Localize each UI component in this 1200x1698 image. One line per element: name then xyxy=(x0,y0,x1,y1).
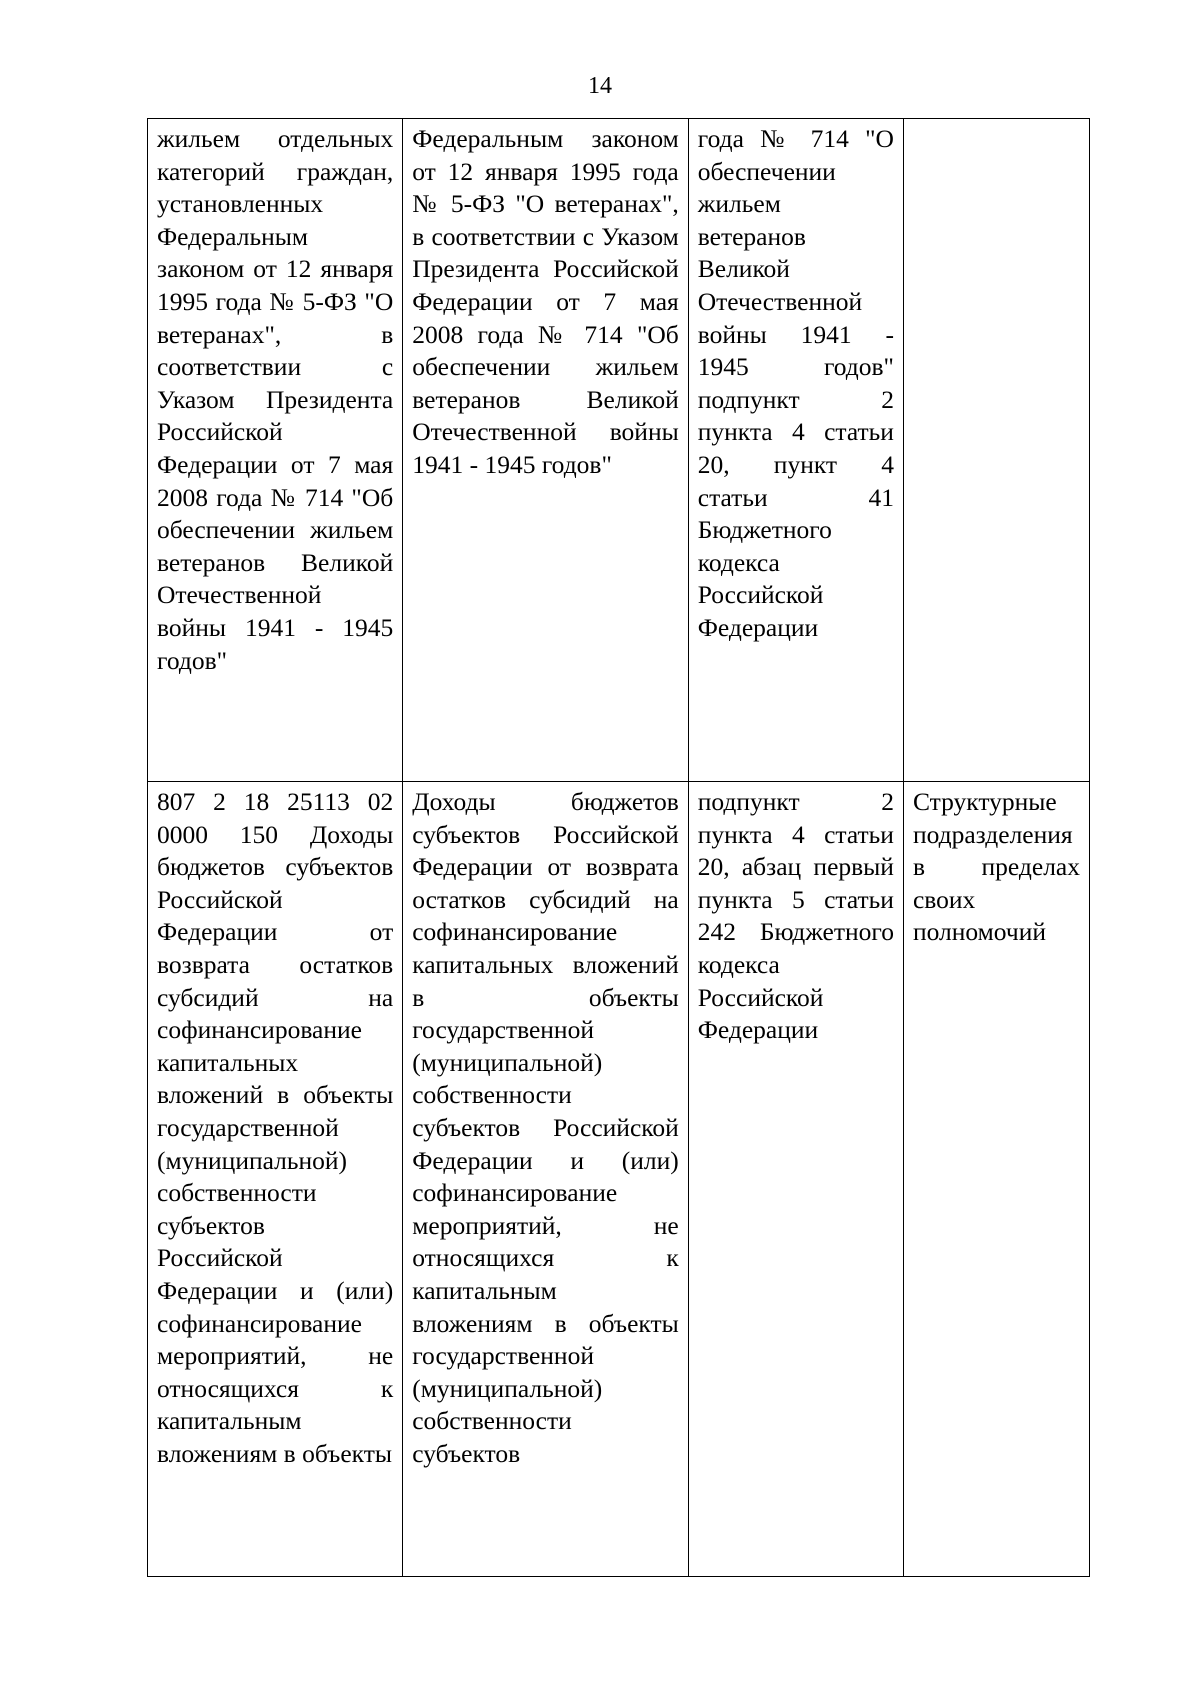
table-cell xyxy=(903,782,1089,1577)
table-cell xyxy=(148,782,403,1577)
cell-text: года № 714 "О обеспечении жильем ветеранов Великой Отечественной войны 1941 - 1945 годов" подпункт 2 пункта 4 статьи 20, пункт 4 статьи 41 Бюджетного кодекса Российской Федерации xyxy=(697,124,894,642)
cell-text: Доходы бюджетов субъектов Российской Федерации от возврата остатков субсидий на софинансирование капитальных вложений в объекты государственной (муниципальной) собственности субъектов Российской Федерации и (или) софинансирование мероприятий, не относящихся к капитальным вложениям в объекты государственной (муниципальной) собственности субъектов xyxy=(412,787,679,1468)
table-row xyxy=(148,119,1090,782)
document-table xyxy=(147,118,1090,1577)
cell-text: Федеральным законом от 12 января 1995 года № 5-ФЗ "О ветеранах", в соответствии с Указом Президента Российской Федерации от 7 мая 2008 года № 714 "Об обеспечении жильем ветеранов Великой Отечественной войны 1941 - 1945 годов" xyxy=(412,124,679,479)
table-cell xyxy=(688,119,903,782)
table-cell xyxy=(688,782,903,1577)
table-row xyxy=(148,782,1090,1577)
cell-text: Структурные подразделения в пределах своих полномочий xyxy=(912,787,1080,947)
cell-text: 807 2 18 25113 02 0000 150 Доходы бюджетов субъектов Российской Федерации от возврата остатков субсидий на софинансирование капитальных вложений в объекты государственной (муниципальной) собственности субъектов Российской Федерации и (или) софинансирование мероприятий, не относящихся к капитальным вложениям в объекты xyxy=(157,787,394,1468)
table-cell xyxy=(403,119,689,782)
table-cell xyxy=(148,119,403,782)
cell-text: жильем отдельных категорий граждан, установленных Федеральным законом от 12 января 1995 года № 5-ФЗ "О ветеранах", в соответствии с Указом Президента Российской Федерации от 7 мая 2008 года № 714 "Об обеспечении жильем ветеранов Великой Отечественной войны 1941 - 1945 годов" xyxy=(157,124,394,675)
table-cell xyxy=(903,119,1089,782)
table-cell xyxy=(403,782,689,1577)
page-number: 14 xyxy=(588,73,612,99)
cell-text: подпункт 2 пункта 4 статьи 20, абзац первый пункта 5 статьи 242 Бюджетного кодекса Российской Федерации xyxy=(697,787,894,1045)
